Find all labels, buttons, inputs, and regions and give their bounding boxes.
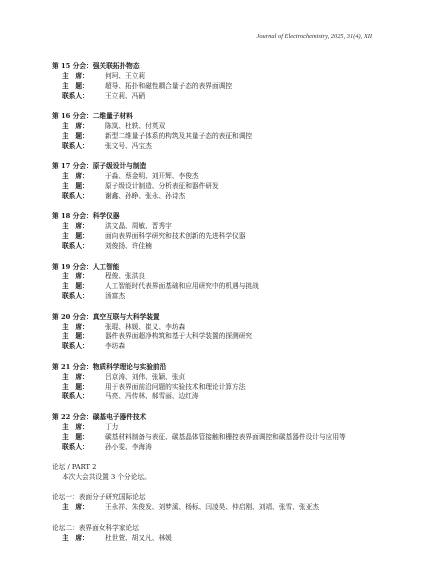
session-block-row	[52, 192, 382, 202]
row-role-label: 主 题：	[62, 131, 89, 140]
row-value: 王立莉、冯硝	[105, 91, 146, 100]
row-role-label: 主 席：	[62, 172, 89, 181]
session-block-row	[52, 122, 382, 132]
session-block-row	[52, 222, 382, 232]
row-value: 用于表界面前沿问题的实验技术和理论计算方法	[105, 382, 246, 391]
row-role-label: 主 席：	[62, 533, 89, 542]
session-block	[52, 162, 382, 202]
row-role-label: 主 题：	[62, 282, 89, 291]
row-value: 程俊、张洪良	[105, 272, 146, 281]
session-block	[52, 413, 382, 453]
session-block-row	[52, 282, 382, 292]
forum-block	[52, 524, 382, 544]
session-block-row	[52, 323, 382, 333]
session-block-title: 第 16 分会：二维量子材料	[52, 112, 133, 121]
row-value: 刘俊扬、许佳楠	[105, 242, 152, 251]
row-value: 张文号、冯宝杰	[105, 141, 152, 150]
row-value: 王永祥、朱俊发、刘梦溪、杨标、闫凌昊、仲启刚、刘靖、张雪、张亚杰	[105, 503, 319, 512]
row-value: 马亮、冯传林、郝雪丽、边红涛	[105, 392, 199, 401]
journal-header: Journal of Electrochemistry, 2025, 31(4), XII	[256, 33, 372, 40]
row-value: 人工智能时代表界面基础和应用研究中的机遇与挑战	[105, 282, 259, 291]
session-block-row	[52, 373, 382, 383]
forum-part	[52, 463, 382, 543]
session-block	[52, 62, 382, 102]
row-value: 原子级设计制造、分析表征和器件研发	[105, 182, 219, 191]
row-value: 孙小雯、李海涛	[105, 442, 152, 451]
row-role-label: 联系人：	[62, 442, 89, 451]
session-block-row	[52, 142, 382, 152]
session-block-row	[52, 242, 382, 252]
row-role-label: 主 席：	[62, 71, 89, 80]
row-role-label: 主 席：	[62, 503, 89, 512]
row-role-label: 主 席：	[62, 322, 89, 331]
session-block-title: 第 15 分会：强关联拓扑物态	[52, 62, 140, 70]
row-role-label: 联系人：	[62, 91, 89, 100]
session-block-row	[52, 172, 382, 182]
row-value: 丁力	[105, 422, 119, 431]
row-role-label: 联系人：	[62, 242, 89, 251]
row-value: 汤富杰	[105, 292, 126, 301]
session-block-row	[52, 92, 382, 102]
document-body	[52, 62, 382, 554]
row-value: 新型二维量子体系的构筑及其量子态的表征和调控	[105, 131, 253, 140]
session-block-row	[52, 292, 382, 302]
forum-block-row	[52, 503, 382, 513]
session-block	[52, 363, 382, 403]
row-value: 超导、拓扑和磁性耦合量子态的表界面调控	[105, 81, 233, 90]
row-value: 何珂、王立莉	[105, 71, 146, 80]
session-block-row	[52, 182, 382, 192]
forum-block	[52, 493, 382, 513]
session-block-row	[52, 82, 382, 92]
session-block-row	[52, 342, 382, 352]
row-role-label: 主 席：	[62, 222, 89, 231]
row-value: 碳基材料制备与表征、碳基晶体管接触和栅控表界面调控和碳基器件设计与应用等	[105, 432, 346, 441]
forum-part-intro: 本次大会共设置 3 个分论坛。	[62, 472, 151, 481]
row-value: 张琨、林媛、崔义、李坊森	[105, 322, 186, 331]
sessions-list	[52, 62, 382, 453]
forum-block-title: 论坛一：表面分子研究国际论坛	[52, 493, 146, 502]
row-value: 陈岚、杜轶、付英双	[105, 122, 166, 131]
session-block	[52, 212, 382, 252]
row-role-label: 联系人：	[62, 342, 89, 351]
row-role-label: 主 席：	[62, 422, 89, 431]
session-block-row	[52, 72, 382, 82]
row-role-label: 主 席：	[62, 122, 89, 131]
row-role-label: 主 题：	[62, 232, 89, 241]
forum-block-row	[52, 534, 382, 544]
session-block-row	[52, 132, 382, 142]
session-block-row	[52, 272, 382, 282]
row-role-label: 主 席：	[62, 272, 89, 281]
session-block-title: 第 21 分会：物质科学理论与实验前沿	[52, 362, 167, 371]
row-value: 面向表界面科学研究和技术创新的先进科学仪器	[105, 232, 246, 241]
session-block-row	[52, 232, 382, 242]
row-role-label: 主 题：	[62, 432, 89, 441]
session-block-title: 第 18 分会：科学仪器	[52, 212, 120, 221]
row-value: 李坊森	[105, 342, 126, 351]
session-block-row	[52, 443, 382, 453]
row-value: 于淼、蔡金明、刘开辉、李俊杰	[105, 172, 199, 181]
row-role-label: 联系人：	[62, 191, 89, 200]
session-block-row	[52, 433, 382, 443]
session-block	[52, 313, 382, 353]
session-block-title: 第 22 分会：碳基电子器件技术	[52, 412, 147, 421]
row-role-label: 联系人：	[62, 141, 89, 150]
session-block-title: 第 19 分会：人工智能	[52, 262, 120, 271]
row-value: 器件表界面超净构筑和基于大科学装置的探测研究	[105, 332, 253, 341]
session-block-row	[52, 423, 382, 433]
row-role-label: 联系人：	[62, 292, 89, 301]
session-block-title: 第 20 分会：真空互联与大科学装置	[52, 312, 160, 321]
forums-list	[52, 493, 382, 543]
session-block-row	[52, 332, 382, 342]
row-value: 杜世萱、胡又凡、林媛	[105, 533, 172, 542]
row-role-label: 主 席：	[62, 372, 89, 381]
row-value: 谢鑫、孙睁、张永、孙诗杰	[105, 191, 186, 200]
row-role-label: 联系人：	[62, 392, 89, 401]
session-block	[52, 263, 382, 303]
session-block	[52, 112, 382, 152]
row-role-label: 主 题：	[62, 382, 89, 391]
row-value: 洪文晶、周敏、晋秀宇	[105, 222, 172, 231]
session-block-row	[52, 383, 382, 393]
row-role-label: 主 题：	[62, 182, 89, 191]
session-block-title: 第 17 分会：原子级设计与制造	[52, 162, 147, 171]
forum-block-title: 论坛二：表界面女科学家论坛	[52, 523, 139, 532]
session-block-row	[52, 392, 382, 402]
forum-part-heading: 论坛 / PART 2	[52, 463, 97, 471]
row-role-label: 主 题：	[62, 81, 89, 90]
row-role-label: 主 题：	[62, 332, 89, 341]
row-value: 吕京涛、刘伟、张颖、张贞	[105, 372, 186, 381]
